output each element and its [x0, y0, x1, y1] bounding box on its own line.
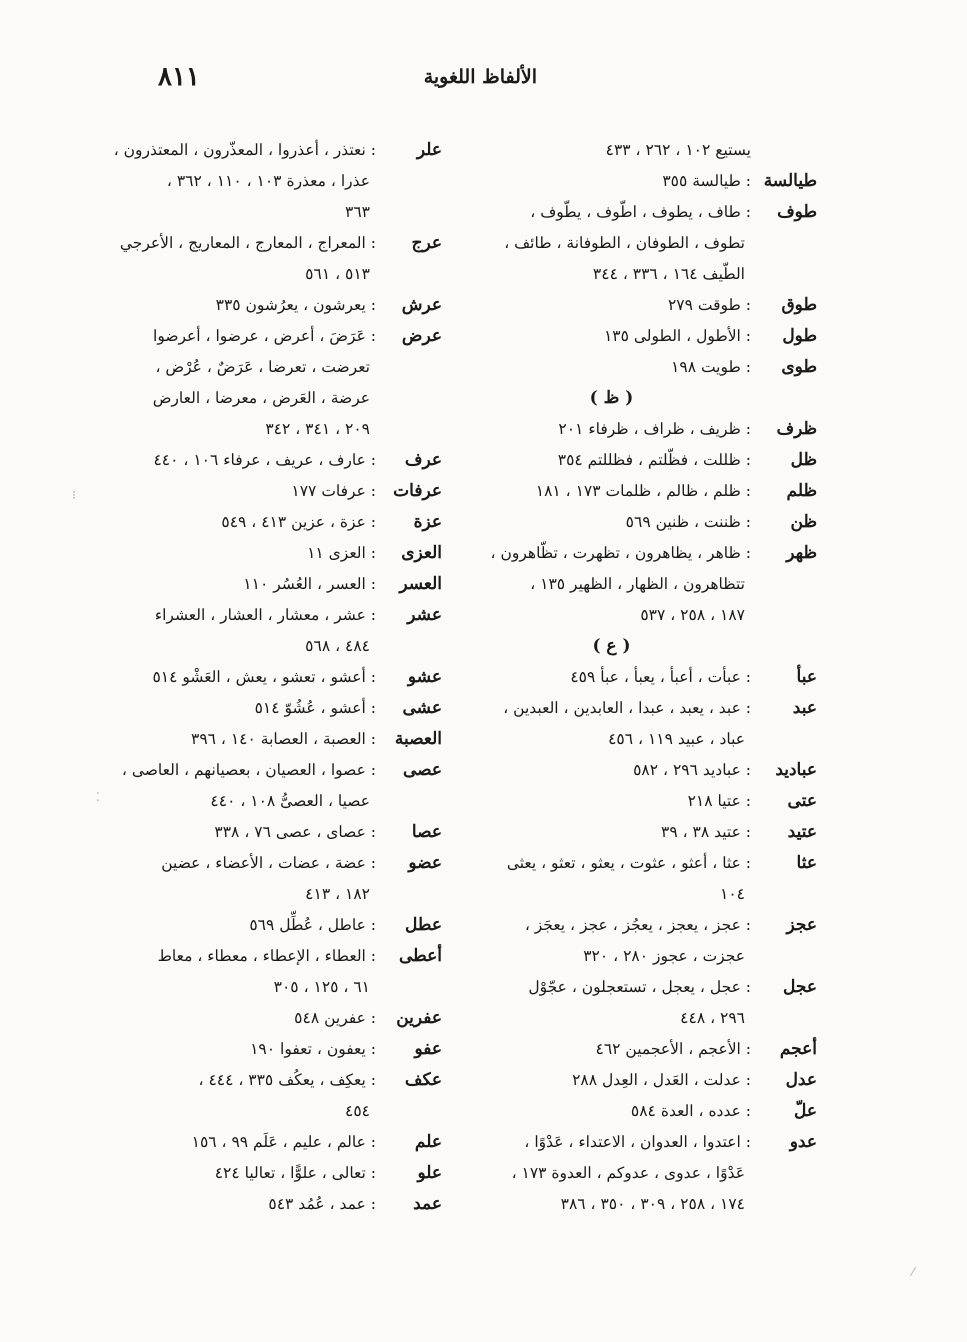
entry-root: عثا — [796, 853, 817, 873]
entry-definition — [472, 848, 751, 910]
entry-definition — [472, 538, 751, 631]
entry-definition — [472, 135, 751, 166]
index-entry — [472, 755, 817, 786]
margin-speck: ⁚ — [96, 790, 100, 804]
entry-definition — [472, 786, 751, 817]
entry-definition — [132, 848, 376, 910]
index-entry — [132, 910, 442, 941]
entry-definition — [472, 197, 751, 290]
index-entry — [472, 352, 817, 383]
entry-line: : الأطول ، الطولى ١٣٥ — [603, 327, 751, 345]
index-entry — [472, 538, 817, 631]
index-entry — [132, 1003, 442, 1034]
entry-line: تعرضت ، تعرضا ، عَرَضٌ ، عُرْض ، — [155, 358, 370, 376]
entry-root: عشو — [407, 667, 442, 687]
entry-root: عضو — [408, 853, 442, 873]
entry-definition — [132, 1158, 376, 1189]
entry-definition — [472, 1127, 751, 1220]
entry-line: : عمد ، عُمُد ٥٤٣ — [268, 1195, 376, 1213]
entry-root: عرش — [401, 295, 442, 315]
entry-root: عفو — [414, 1039, 442, 1059]
entry-definition — [472, 507, 751, 538]
entry-line: الطّيف ١٦٤ ، ٣٣٦ ، ٣٤٤ — [592, 265, 745, 283]
entry-line: : يعكِف ، يعكُف ٣٣٥ ، ٤٤٤ ، — [198, 1071, 376, 1089]
entry-line: ٤٥٤ — [345, 1102, 370, 1120]
index-entry — [472, 786, 817, 817]
entry-root: عجز — [786, 915, 817, 935]
entry-root: العسر — [399, 574, 442, 594]
entry-root: عشر — [407, 605, 442, 625]
entry-definition — [132, 507, 376, 538]
entry-definition — [472, 693, 751, 755]
entry-line: : عاطل ، عُطِّل ٥٦٩ — [249, 916, 376, 934]
index-entry — [121, 755, 442, 817]
entry-root: عشى — [402, 698, 442, 718]
index-entry — [472, 135, 817, 166]
entry-line: : عرفات ١٧٧ — [291, 482, 376, 500]
entry-line: : ظللت ، فظّلتم ، فظللتم ٣٥٤ — [557, 451, 751, 469]
index-entry — [132, 1189, 442, 1220]
entry-line: : عتيد ٣٨ ، ٣٩ — [661, 823, 751, 841]
entry-root: عصا — [411, 822, 442, 842]
entry-line: : المعراج ، المعارج ، المعاريج ، الأعرجي — [119, 234, 376, 252]
entry-definition — [132, 445, 376, 476]
entry-definition — [472, 1034, 751, 1065]
entry-line: : عضة ، عضات ، الأعضاء ، عضين — [161, 854, 376, 872]
entry-line: عباد ، عبيد ١١٩ ، ٤٥٦ — [608, 730, 745, 748]
entry-root: ظل — [790, 450, 817, 470]
entry-root: طيالسة — [763, 171, 817, 191]
entry-root: ظرف — [776, 419, 817, 439]
entry-line: ٤٨٤ ، ٥٦٨ — [305, 637, 370, 655]
entry-line: : أعشو ، عُشُوّ ٥١٤ — [254, 699, 376, 717]
index-entry — [132, 476, 442, 507]
entry-definition — [472, 662, 751, 693]
index-entry — [472, 290, 817, 321]
index-entry — [472, 910, 817, 972]
entry-line: تتظاهرون ، الظهار ، الظهير ١٣٥ ، — [530, 575, 745, 593]
index-entry — [132, 321, 442, 445]
index-entry — [132, 1065, 442, 1127]
entry-line: : ظريف ، ظراف ، ظرفاء ٢٠١ — [558, 420, 751, 438]
entry-root: عرفات — [393, 481, 442, 501]
entry-root: عدل — [785, 1070, 817, 1090]
entry-line: عذرا ، معذرة ١٠٣ ، ١١٠ ، ٣٦٢ ، — [166, 172, 370, 190]
entry-line: : طاف ، يطوف ، اطّوف ، يطّوف ، — [530, 203, 751, 221]
entry-definition — [132, 941, 376, 1003]
index-entry — [119, 228, 442, 290]
index-entry — [132, 445, 442, 476]
entry-definition — [472, 414, 751, 445]
entry-line: : العسر ، العُسُر ١١٠ — [243, 575, 376, 593]
index-entry — [132, 538, 442, 569]
entry-root: أعجم — [779, 1039, 817, 1059]
entry-line: : العصبة ، العصابة ١٤٠ ، ٣٩٦ — [191, 730, 376, 748]
index-entry — [132, 662, 442, 693]
entry-line: : يعرشون ، يعرُشون ٣٣٥ — [215, 296, 376, 314]
entry-definition — [472, 476, 751, 507]
right-column — [472, 135, 817, 1220]
index-entry — [132, 941, 442, 1003]
entry-line: : نعتذر ، أعذروا ، المعذّرون ، المعتذرون ، — [113, 141, 376, 159]
letter-heading: ( ظ ) — [589, 388, 634, 408]
entry-line: ١٨٧ ، ٢٥٨ ، ٥٣٧ — [640, 606, 745, 624]
index-entry — [472, 321, 817, 352]
entry-root: علو — [417, 1163, 442, 1183]
entry-line: : عباديد ٢٩٦ ، ٥٨٢ — [633, 761, 751, 779]
entry-root: علّ — [793, 1101, 817, 1121]
entry-line: : عفرين ٥٤٨ — [294, 1009, 376, 1027]
entry-root: عمد — [413, 1194, 442, 1214]
entry-line: : عَرَضَ ، أعرض ، عرضوا ، أعرضوا — [153, 327, 376, 345]
entry-definition — [132, 910, 376, 941]
entry-definition — [132, 693, 376, 724]
entry-line: : طيالسة ٣٥٥ — [662, 172, 751, 190]
entry-root: علر — [416, 140, 442, 160]
entry-definition — [472, 910, 751, 972]
entry-root: عكف — [404, 1070, 442, 1090]
page-number: ٨١١ — [158, 62, 200, 92]
entry-root: علم — [414, 1132, 442, 1152]
entry-root: عفرين — [396, 1008, 442, 1028]
entry-definition — [472, 755, 751, 786]
entry-line: : تعالى ، علوًّا ، تعاليا ٤٢٤ — [214, 1164, 376, 1182]
margin-speck: ⁝ — [72, 488, 76, 502]
entry-line: : اعتدوا ، العدوان ، الاعتداء ، عَدْوًا ، — [524, 1133, 751, 1151]
entry-root: طوق — [781, 295, 817, 315]
entry-root: ظن — [790, 512, 817, 532]
entry-line: : عجز ، يعجز ، يعجُز ، عجز ، يعجَز ، — [524, 916, 751, 934]
entry-definition — [132, 1003, 376, 1034]
entry-line: عرضة ، العَرض ، معرضا ، العارض — [152, 389, 370, 407]
entry-definition — [132, 1065, 376, 1127]
entry-line: ١٨٢ ، ٤١٣ — [305, 885, 370, 903]
index-entry — [132, 290, 442, 321]
index-entry — [132, 600, 442, 662]
index-entry — [472, 507, 817, 538]
entry-line: : عبد ، يعبد ، عبدا ، العابدين ، العبدين ، — [503, 699, 751, 717]
entry-line: ٢٩٦ ، ٤٤٨ — [680, 1009, 745, 1027]
index-entry — [132, 1158, 442, 1189]
entry-root: عطل — [405, 915, 442, 935]
index-entry — [472, 693, 817, 755]
entry-root: ظهر — [786, 543, 817, 563]
index-entry — [472, 662, 817, 693]
index-entry — [472, 414, 817, 445]
entry-line: : العزى ١١ — [307, 544, 376, 562]
entry-root: عبد — [792, 698, 817, 718]
left-column — [113, 135, 442, 1220]
entry-definition — [132, 662, 376, 693]
entry-definition — [132, 321, 376, 445]
entry-root: طوف — [777, 202, 817, 222]
entry-definition — [472, 817, 751, 848]
entry-root: عزة — [413, 512, 442, 532]
entry-definition — [132, 538, 376, 569]
entry-line: : عصوا ، العصيان ، بعصيانهم ، العاصى ، — [121, 761, 376, 779]
entry-definition — [132, 476, 376, 507]
entry-definition — [132, 569, 376, 600]
entry-line: : ظننت ، ظنين ٥٦٩ — [625, 513, 751, 531]
entry-line: : عزة ، عزين ٤١٣ ، ٥٤٩ — [221, 513, 376, 531]
entry-definition — [472, 352, 751, 383]
index-entry — [472, 476, 817, 507]
entry-definition — [472, 972, 751, 1034]
entry-line: : عبأت ، أعبأ ، يعبأ ، عبأ ٤٥٩ — [570, 668, 751, 686]
entry-root: عصى — [402, 760, 442, 780]
entry-root: ظلم — [786, 481, 817, 501]
entry-line: : عثا ، أعثو ، عثوت ، يعثو ، تعثو ، يعثى — [506, 854, 751, 872]
index-entry — [132, 693, 442, 724]
entry-definition — [472, 321, 751, 352]
index-entry — [132, 507, 442, 538]
entry-line: : العطاء ، الإعطاء ، معطاء ، معاط — [157, 947, 376, 965]
entry-line: تطوف ، الطوفان ، الطوفانة ، طائف ، — [504, 234, 745, 252]
entry-line: : عصاى ، عصى ٧٦ ، ٣٣٨ — [214, 823, 376, 841]
running-title: الألفاظ اللغوية — [423, 66, 537, 88]
entry-root: طوى — [781, 357, 817, 377]
entry-line: : عشر ، معشار ، العشار ، العشراء — [154, 606, 376, 624]
entry-line: : طويت ١٩٨ — [671, 358, 751, 376]
entry-root: العصبة — [394, 729, 442, 749]
entry-line: : عدده ، العدة ٥٨٤ — [630, 1102, 751, 1120]
entry-line: : ظاهر ، يظاهرون ، تظهرت ، تظّاهرون ، — [490, 544, 751, 562]
letter-heading: ( ع ) — [592, 636, 631, 656]
index-entry — [132, 848, 442, 910]
index-entry — [132, 724, 442, 755]
entry-line: ٢٠٩ ، ٣٤١ ، ٣٤٢ — [265, 420, 370, 438]
entry-line: : طوقت ٢٧٩ — [667, 296, 751, 314]
index-entry — [472, 166, 817, 197]
entry-line: ٣٦٣ — [345, 203, 370, 221]
entry-line: : عارف ، عريف ، عرفاء ١٠٦ ، ٤٤٠ — [153, 451, 376, 469]
entry-root: عجل — [783, 977, 817, 997]
index-entry — [472, 848, 817, 910]
entry-definition — [132, 817, 376, 848]
entry-definition — [132, 1127, 376, 1158]
index-entry — [132, 817, 442, 848]
entry-line: ١٧٤ ، ٢٥٨ ، ٣٠٩ ، ٣٥٠ ، ٣٨٦ — [560, 1195, 745, 1213]
entry-root: عتيد — [787, 822, 817, 842]
entry-definition — [472, 166, 751, 197]
entry-definition — [119, 228, 376, 290]
page-header — [0, 62, 967, 106]
entry-root: عرض — [401, 326, 442, 346]
index-entry — [472, 817, 817, 848]
entry-line: ١٠٤ — [720, 885, 745, 903]
entry-line: عجزت ، عجوز ٢٨٠ ، ٣٢٠ — [583, 947, 745, 965]
entry-line: يستيع ١٠٢ ، ٢٦٢ ، ٤٣٣ — [605, 141, 751, 159]
entry-root: طول — [782, 326, 817, 346]
index-entry — [113, 135, 442, 228]
index-entry — [472, 1034, 817, 1065]
entry-line: : عالم ، عليم ، عَلَم ٩٩ ، ١٥٦ — [191, 1133, 376, 1151]
margin-speck: ⁄ — [912, 1265, 915, 1279]
entry-line: : ظلم ، ظالم ، ظلمات ١٧٣ ، ١٨١ — [535, 482, 751, 500]
index-entry — [472, 445, 817, 476]
entry-root: عدو — [789, 1132, 817, 1152]
entry-line: عَدْوًا ، عدوى ، عدوكم ، العدوة ١٧٣ ، — [511, 1164, 745, 1182]
entry-line: : عتيا ٢١٨ — [687, 792, 751, 810]
entry-root: العزى — [401, 543, 442, 563]
entry-definition — [132, 600, 376, 662]
index-entry — [472, 972, 817, 1034]
entry-definition — [472, 1096, 751, 1127]
entry-definition — [132, 1189, 376, 1220]
entry-definition — [132, 290, 376, 321]
entry-root: عتى — [787, 791, 817, 811]
entry-definition — [121, 755, 376, 817]
entry-root: أعطى — [399, 946, 442, 966]
index-entry — [472, 1096, 817, 1127]
entry-line: ٥١٣ ، ٥٦١ — [305, 265, 370, 283]
entry-root: عباديد — [775, 760, 817, 780]
entry-root: عرف — [404, 450, 442, 470]
entry-line: : عدلت ، العَدل ، العِدل ٢٨٨ — [572, 1071, 751, 1089]
index-entry — [472, 197, 817, 290]
index-entry — [132, 1127, 442, 1158]
entry-definition — [472, 290, 751, 321]
entry-line: : عجل ، يعجل ، تستعجلون ، عجّوْل — [528, 978, 751, 996]
entry-definition — [132, 1034, 376, 1065]
index-entry — [472, 1127, 817, 1220]
entry-root: عرج — [411, 233, 442, 253]
entry-definition — [472, 445, 751, 476]
entry-line: : يعفون ، تعفوا ١٩٠ — [250, 1040, 376, 1058]
entry-line: عصيا ، العصىُّ ١٠٨ ، ٤٤٠ — [210, 792, 370, 810]
entry-line: : أعشو ، تعشو ، يعش ، العَشْو ٥١٤ — [152, 668, 376, 686]
index-entry — [132, 1034, 442, 1065]
entry-definition — [132, 724, 376, 755]
entry-definition — [113, 135, 376, 228]
entry-definition — [472, 1065, 751, 1096]
index-entry — [472, 1065, 817, 1096]
index-entry — [132, 569, 442, 600]
entry-root: عبأ — [796, 667, 817, 687]
entry-line: : الأعجم ، الأعجمين ٤٦٢ — [595, 1040, 751, 1058]
entry-line: ٦١ ، ١٢٥ ، ٣٠٥ — [273, 978, 370, 996]
